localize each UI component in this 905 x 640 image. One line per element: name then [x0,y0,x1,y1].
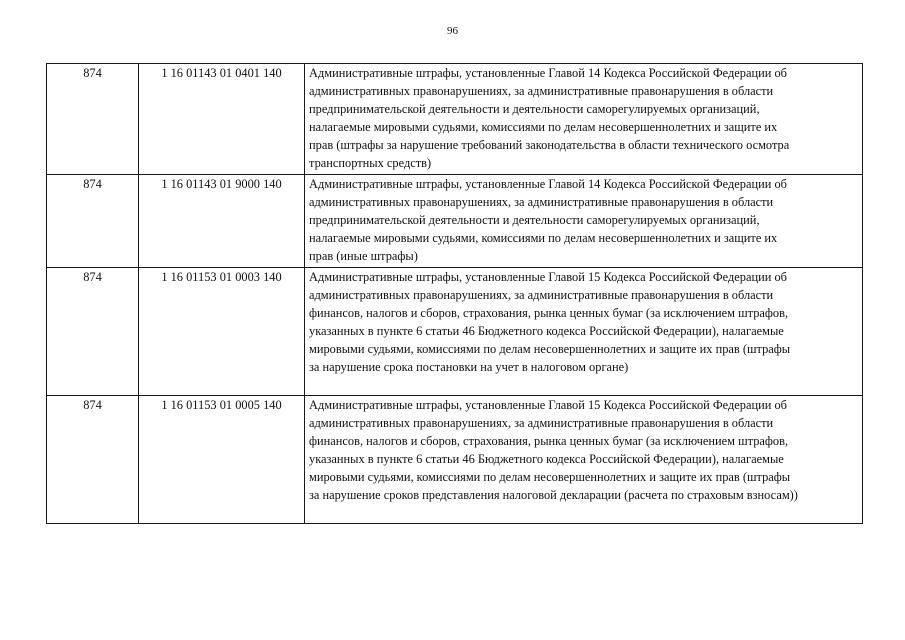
admin-code-cell: 874 [47,268,139,396]
description-line: Административные штрафы, установленные Главой 14 Кодекса Российской Федерации об [309,66,787,80]
description-line: мировыми судьями, комиссиями по делам несовершеннолетних и защите их прав (штрафы [309,470,791,484]
description-line: Административные штрафы, установленные Главой 15 Кодекса Российской Федерации об [309,398,787,412]
description-line: предпринимательской деятельности и деятельности саморегулируемых организаций, [309,102,760,116]
description-line: транспортных средств) [309,156,432,170]
description-line: предпринимательской деятельности и деятельности саморегулируемых организаций, [309,213,760,227]
description-line: финансов, налогов и сборов, страхования, рынка ценных бумаг (за исключением штрафов, [309,306,789,320]
description-line: финансов, налогов и сборов, страхования, рынка ценных бумаг (за исключением штрафов, [309,434,789,448]
description-line: за нарушение срока постановки на учет в налоговом органе) [309,360,629,374]
description-line: административных правонарушениях, за административные правонарушения в области [309,195,774,209]
description-line: прав (иные штрафы) [309,249,418,263]
description-cell [305,175,863,268]
table-row [47,396,863,524]
description-line: административных правонарушениях, за административные правонарушения в области [309,416,774,430]
kbk-code-cell: 1 16 01143 01 9000 140 [139,175,305,268]
description-cell [305,268,863,396]
page-number: 96 [447,25,458,37]
description-cell [305,64,863,175]
description-line: указанных в пункте 6 статьи 46 Бюджетного кодекса Российской Федерации), налагаемые [309,452,784,466]
description-line: прав (штрафы за нарушение требований законодательства в области технического осмотра [309,138,790,152]
description-line: административных правонарушениях, за административные правонарушения в области [309,84,774,98]
description-cell [305,396,863,524]
kbk-code-cell: 1 16 01153 01 0005 140 [139,396,305,524]
description-line: налагаемые мировыми судьями, комиссиями по делам несовершеннолетних и защите их [309,231,778,245]
table-row [47,268,863,396]
description-line: за нарушение сроков представления налоговой декларации (расчета по страховым взносам)) [309,488,798,502]
description-line: указанных в пункте 6 статьи 46 Бюджетного кодекса Российской Федерации), налагаемые [309,324,784,338]
description-line: Административные штрафы, установленные Главой 15 Кодекса Российской Федерации об [309,270,787,284]
kbk-code-cell: 1 16 01143 01 0401 140 [139,64,305,175]
description-line: административных правонарушениях, за административные правонарушения в области [309,288,774,302]
revenue-codes-table [46,63,863,524]
table-row [47,64,863,175]
table-row [47,175,863,268]
description-line: мировыми судьями, комиссиями по делам несовершеннолетних и защите их прав (штрафы [309,342,791,356]
admin-code-cell: 874 [47,175,139,268]
description-line: Административные штрафы, установленные Главой 14 Кодекса Российской Федерации об [309,177,787,191]
admin-code-cell: 874 [47,396,139,524]
description-line: налагаемые мировыми судьями, комиссиями по делам несовершеннолетних и защите их [309,120,778,134]
admin-code-cell: 874 [47,64,139,175]
kbk-code-cell: 1 16 01153 01 0003 140 [139,268,305,396]
